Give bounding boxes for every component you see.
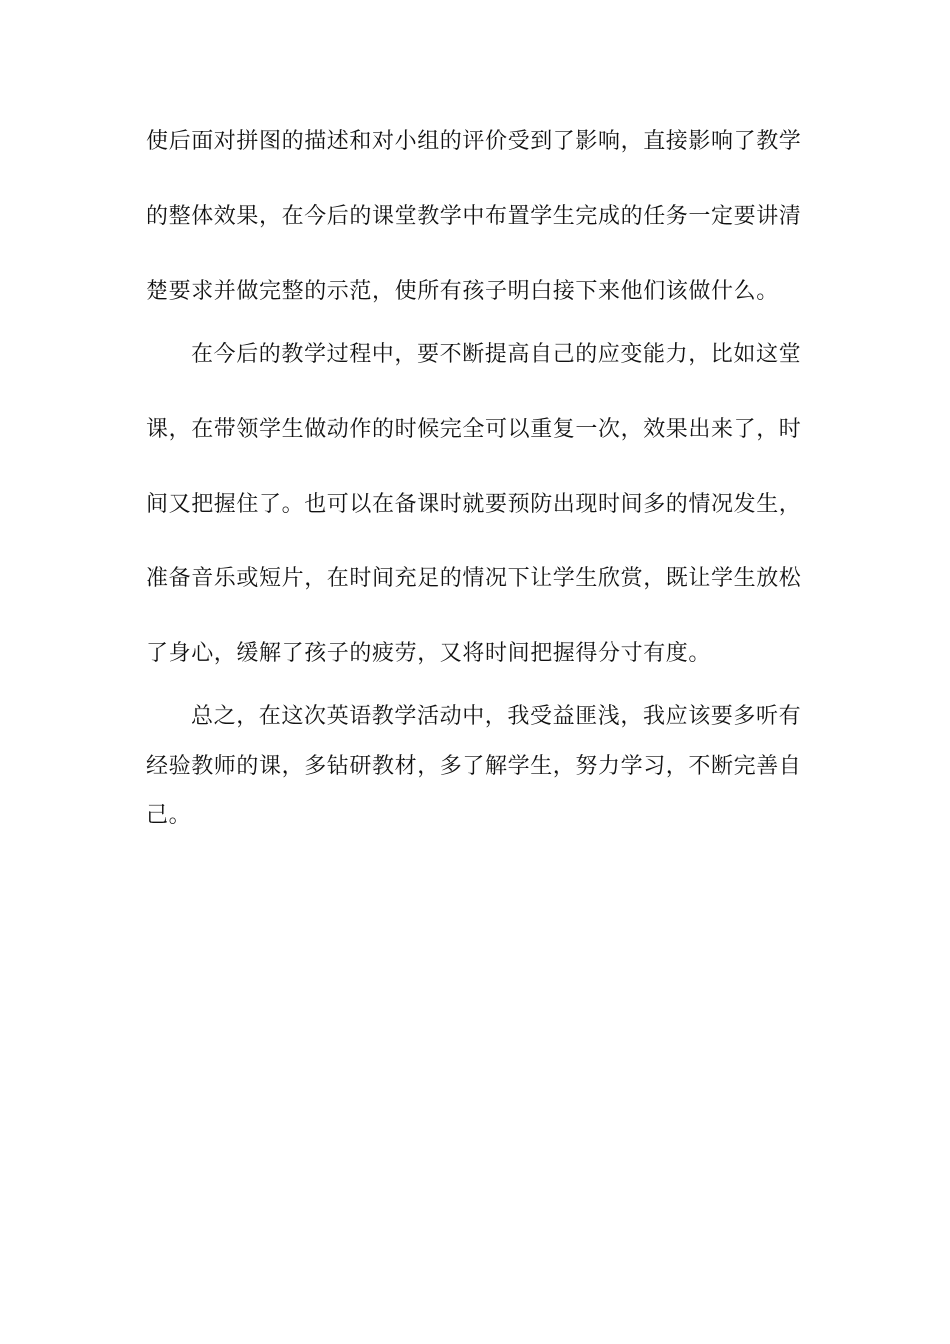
paragraph-2-line-2: 课，在带领学生做动作的时候完全可以重复一次，效果出来了，时 bbox=[146, 417, 802, 442]
paragraph-3-line-3: 己。 bbox=[146, 803, 192, 828]
paragraph-2-line-5: 了身心，缓解了孩子的疲劳，又将时间把握得分寸有度。 bbox=[146, 641, 712, 666]
paragraph-1-line-2: 的整体效果，在今后的课堂教学中布置学生完成的任务一定要讲清 bbox=[146, 204, 802, 229]
paragraph-2-line-3: 间又把握住了。也可以在备课时就要预防出现时间多的情况发生， bbox=[146, 492, 802, 517]
paragraph-2-line-4: 准备音乐或短片，在时间充足的情况下让学生欣赏，既让学生放松 bbox=[146, 566, 802, 591]
paragraph-1-line-3: 楚要求并做完整的示范，使所有孩子明白接下来他们该做什么。 bbox=[146, 279, 779, 304]
paragraph-2-line-1: 在今后的教学过程中，要不断提高自己的应变能力，比如这堂 bbox=[191, 342, 802, 367]
paragraph-3-line-1: 总之，在这次英语教学活动中，我受益匪浅，我应该要多听有 bbox=[191, 704, 802, 729]
paragraph-1-line-1: 使后面对拼图的描述和对小组的评价受到了影响，直接影响了教学 bbox=[146, 129, 802, 154]
paragraph-3-line-2: 经验教师的课，多钻研教材，多了解学生，努力学习，不断完善自 bbox=[146, 754, 802, 779]
